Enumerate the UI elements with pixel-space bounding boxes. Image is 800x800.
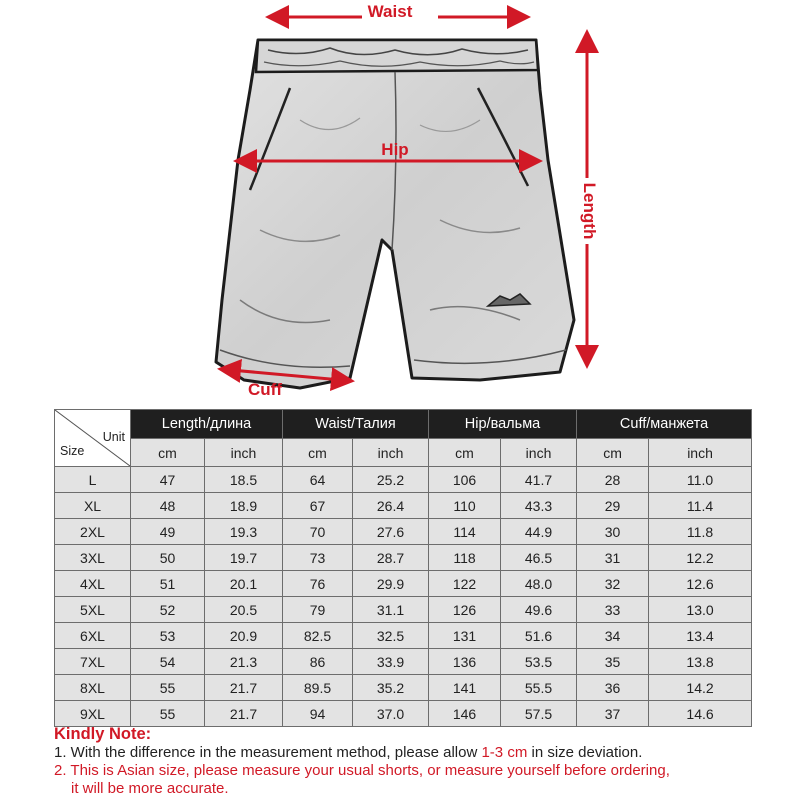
measurement-cell: 18.9 [205,493,283,519]
measurement-cell: 73 [283,545,353,571]
measurement-cell: 55.5 [501,675,577,701]
measurement-cell: 52 [131,597,205,623]
measurement-cell: 94 [283,701,353,727]
measurement-cell: 89.5 [283,675,353,701]
unit-cell: cm [283,439,353,467]
measurement-cell: 11.4 [649,493,752,519]
note-line-1 [54,744,774,762]
size-cell: 6XL [55,623,131,649]
measurement-cell: 33 [577,597,649,623]
size-cell: 4XL [55,571,131,597]
measurement-cell: 51 [131,571,205,597]
measurement-cell: 141 [429,675,501,701]
measurement-cell: 29.9 [353,571,429,597]
measurement-cell: 48 [131,493,205,519]
size-cell: XL [55,493,131,519]
hip-label: Hip [381,140,409,159]
measurement-cell: 12.6 [649,571,752,597]
unit-cell: inch [205,439,283,467]
measurement-cell: 28.7 [353,545,429,571]
measurement-cell: 14.2 [649,675,752,701]
measurement-cell: 26.4 [353,493,429,519]
header-waist: Waist/Талия [283,410,429,439]
measurement-cell: 106 [429,467,501,493]
table-row [55,571,752,597]
measurement-cell: 28 [577,467,649,493]
measurement-cell: 47 [131,467,205,493]
measurement-cell: 20.5 [205,597,283,623]
unit-cell: inch [353,439,429,467]
measurement-cell: 41.7 [501,467,577,493]
measurement-cell: 21.3 [205,649,283,675]
measurement-cell: 25.2 [353,467,429,493]
measurement-cell: 12.2 [649,545,752,571]
measurement-cell: 30 [577,519,649,545]
table-row [55,467,752,493]
measurement-cell: 122 [429,571,501,597]
measurement-cell: 55 [131,701,205,727]
measurement-cell: 18.5 [205,467,283,493]
measurement-cell: 57.5 [501,701,577,727]
measurement-cell: 44.9 [501,519,577,545]
header-length: Length/длина [131,410,283,439]
measurement-cell: 131 [429,623,501,649]
length-label: Length [580,182,599,240]
header-cuff: Cuff/манжета [577,410,752,439]
waist-label: Waist [367,2,413,21]
size-cell: L [55,467,131,493]
measurement-cell: 67 [283,493,353,519]
note-line-2: 2. This is Asian size, please measure your usual shorts, or measure yourself before ordering, [54,762,670,779]
size-cell: 7XL [55,649,131,675]
table-corner-header [55,410,131,467]
size-cell: 3XL [55,545,131,571]
shorts-image [216,40,574,388]
measurement-cell: 76 [283,571,353,597]
unit-cell: cm [577,439,649,467]
note-line-2-cont: it will be more accurate. [71,780,229,797]
measurement-cell: 54 [131,649,205,675]
table-row [55,493,752,519]
note-line-1-text: 1. With the difference in the measurement method, please allow [54,744,482,761]
measurement-cell: 146 [429,701,501,727]
corner-size-label: Size [60,444,85,458]
measurement-cell: 11.8 [649,519,752,545]
measurement-cell: 51.6 [501,623,577,649]
unit-cell: inch [501,439,577,467]
measurement-cell: 70 [283,519,353,545]
measurement-cell: 37 [577,701,649,727]
measurement-cell: 110 [429,493,501,519]
measurement-cell: 20.1 [205,571,283,597]
measurement-cell: 36 [577,675,649,701]
measurement-cell: 48.0 [501,571,577,597]
measurement-cell: 43.3 [501,493,577,519]
measurement-cell: 46.5 [501,545,577,571]
measurement-cell: 27.6 [353,519,429,545]
table-row [55,519,752,545]
measurement-cell: 32.5 [353,623,429,649]
measurement-cell: 35.2 [353,675,429,701]
measurement-cell: 49 [131,519,205,545]
table-row [55,597,752,623]
measurement-cell: 86 [283,649,353,675]
measurement-cell: 79 [283,597,353,623]
measurement-cell: 53.5 [501,649,577,675]
table-row [55,649,752,675]
measurement-cell: 21.7 [205,701,283,727]
cuff-label: Cuff [248,380,282,399]
measurement-cell: 53 [131,623,205,649]
measurement-cell: 49.6 [501,597,577,623]
note-line-1-end: in size deviation. [527,744,643,761]
table-row [55,545,752,571]
table-row [55,623,752,649]
size-cell: 8XL [55,675,131,701]
size-chart-table [54,409,752,727]
measurement-cell: 14.6 [649,701,752,727]
measurement-cell: 50 [131,545,205,571]
measurement-cell: 34 [577,623,649,649]
measurement-cell: 29 [577,493,649,519]
unit-cell: cm [131,439,205,467]
measurement-cell: 82.5 [283,623,353,649]
measurement-cell: 31 [577,545,649,571]
size-cell: 9XL [55,701,131,727]
measurement-cell: 19.3 [205,519,283,545]
size-rows [55,467,752,727]
measurement-cell: 19.7 [205,545,283,571]
measurement-cell: 21.7 [205,675,283,701]
measurement-cell: 55 [131,675,205,701]
measurement-cell: 126 [429,597,501,623]
measurement-cell: 64 [283,467,353,493]
measurement-cell: 20.9 [205,623,283,649]
measurement-cell: 13.8 [649,649,752,675]
note-title: Kindly Note: [54,725,152,743]
measurement-cell: 31.1 [353,597,429,623]
corner-unit-label: Unit [102,430,125,444]
unit-cell: cm [429,439,501,467]
measurement-cell: 11.0 [649,467,752,493]
measurement-cell: 114 [429,519,501,545]
measurement-cell: 37.0 [353,701,429,727]
note-deviation-highlight: 1-3 cm [481,744,528,761]
measurement-cell: 13.4 [649,623,752,649]
measurement-cell: 33.9 [353,649,429,675]
table-row [55,675,752,701]
size-cell: 2XL [55,519,131,545]
table-row [55,701,752,727]
kindly-note [54,725,774,798]
unit-cell: inch [649,439,752,467]
measurement-cell: 136 [429,649,501,675]
header-hip: Hip/вальма [429,410,577,439]
measurement-cell: 35 [577,649,649,675]
measurement-cell: 32 [577,571,649,597]
measurement-cell: 118 [429,545,501,571]
measurement-cell: 13.0 [649,597,752,623]
size-cell: 5XL [55,597,131,623]
